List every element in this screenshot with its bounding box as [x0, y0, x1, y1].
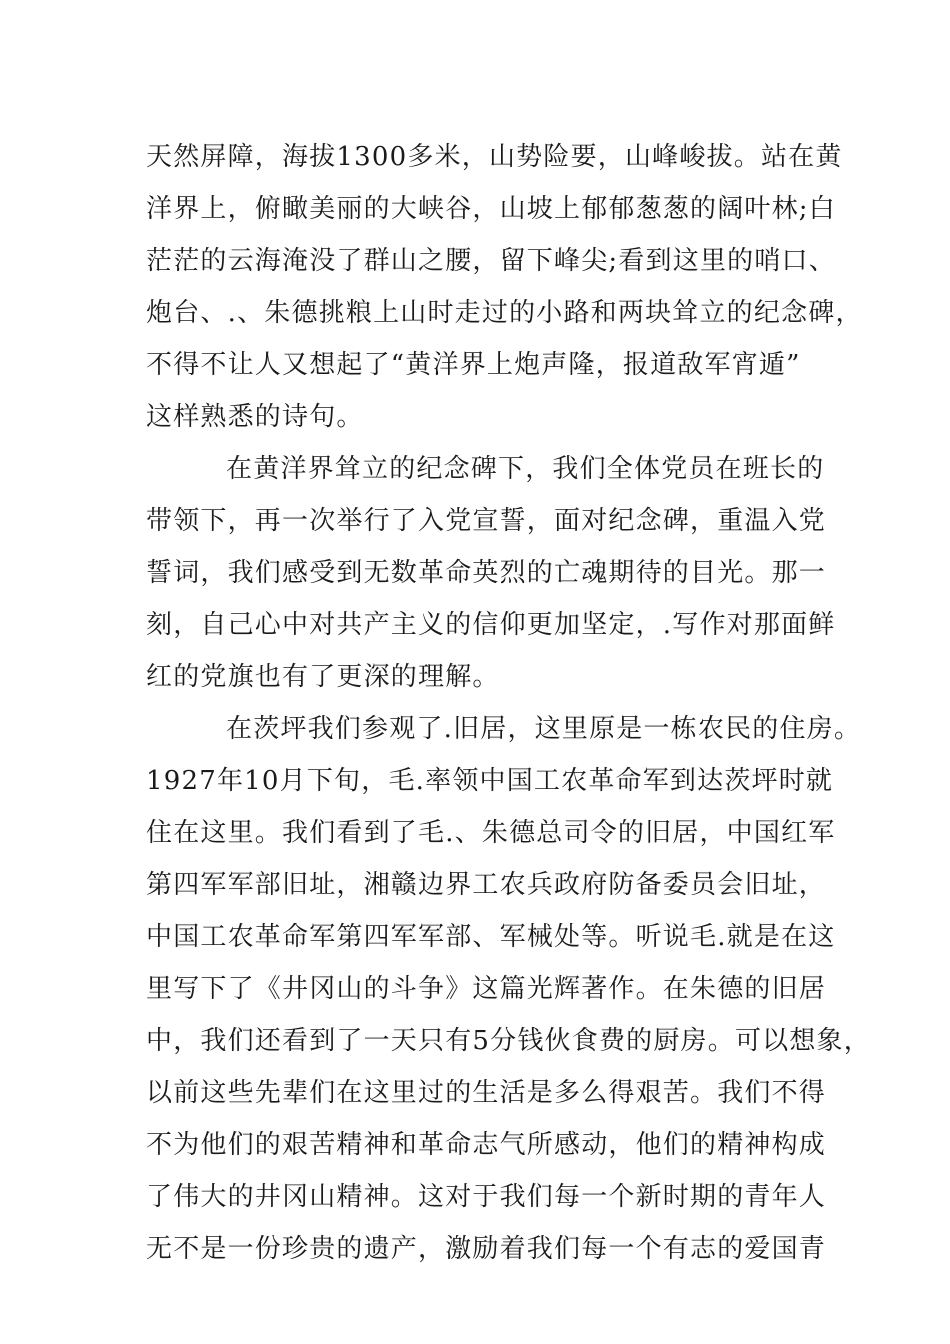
text-line: 无不是一份珍贵的遗产，激励着我们每一个有志的爱国青 [146, 1234, 827, 1264]
paragraph [146, 443, 836, 703]
text-line: 刻，自己心中对共产主义的信仰更加坚定，.写作对那面鲜 [146, 610, 836, 640]
text-line: 不为他们的艰苦精神和革命志气所感动，他们的精神构成 [146, 1130, 827, 1160]
text-line: 1927年10月下旬，毛.率领中国工农革命军到达茨坪时就 [146, 766, 834, 796]
text-line: 中，我们还看到了一天只有5分钱伙食费的厨房。可以想象， [146, 1026, 871, 1056]
text-line: 在黄洋界耸立的纪念碑下，我们全体党员在班长的 [226, 454, 825, 484]
text-line: 洋界上，俯瞰美丽的大峡谷，山坡上郁郁葱葱的阔叶林;白 [146, 194, 836, 224]
text-line: 红的党旗也有了更深的理解。 [146, 662, 500, 692]
paragraph [146, 703, 871, 1275]
body-text [146, 131, 871, 1275]
paragraph [146, 131, 863, 443]
text-line: 里写下了《井冈山的斗争》这篇光辉著作。在朱德的旧居 [146, 974, 827, 1004]
text-line: 第四军军部旧址，湘赣边界工农兵政府防备委员会旧址， [146, 870, 827, 900]
text-line: 誓词，我们感受到无数革命英烈的亡魂期待的目光。那一 [146, 558, 827, 588]
text-line: 天然屏障，海拔1300多米，山势险要，山峰峻拔。站在黄 [146, 142, 843, 172]
text-line: 茫茫的云海淹没了群山之腰，留下峰尖;看到这里的哨口、 [146, 246, 836, 276]
text-line: 带领下，再一次举行了入党宣誓，面对纪念碑，重温入党 [146, 506, 827, 536]
text-line: 住在这里。我们看到了毛.、朱德总司令的旧居，中国红军 [146, 818, 836, 848]
text-line: 中国工农革命军第四军军部、军械处等。听说毛.就是在这 [146, 922, 836, 952]
text-line: 了伟大的井冈山精神。这对于我们每一个新时期的青年人 [146, 1182, 827, 1212]
text-line: 在茨坪我们参观了.旧居，这里原是一栋农民的住房。 [226, 714, 862, 744]
text-line: 这样熟悉的诗句。 [146, 402, 364, 432]
text-line: 以前这些先辈们在这里过的生活是多么得艰苦。我们不得 [146, 1078, 827, 1108]
text-line: 炮台、.、朱德挑粮上山时走过的小路和两块耸立的纪念碑， [146, 298, 863, 328]
text-line: 不得不让人又想起了“黄洋界上炮声隆，报道敌军宵遁” [146, 350, 801, 380]
